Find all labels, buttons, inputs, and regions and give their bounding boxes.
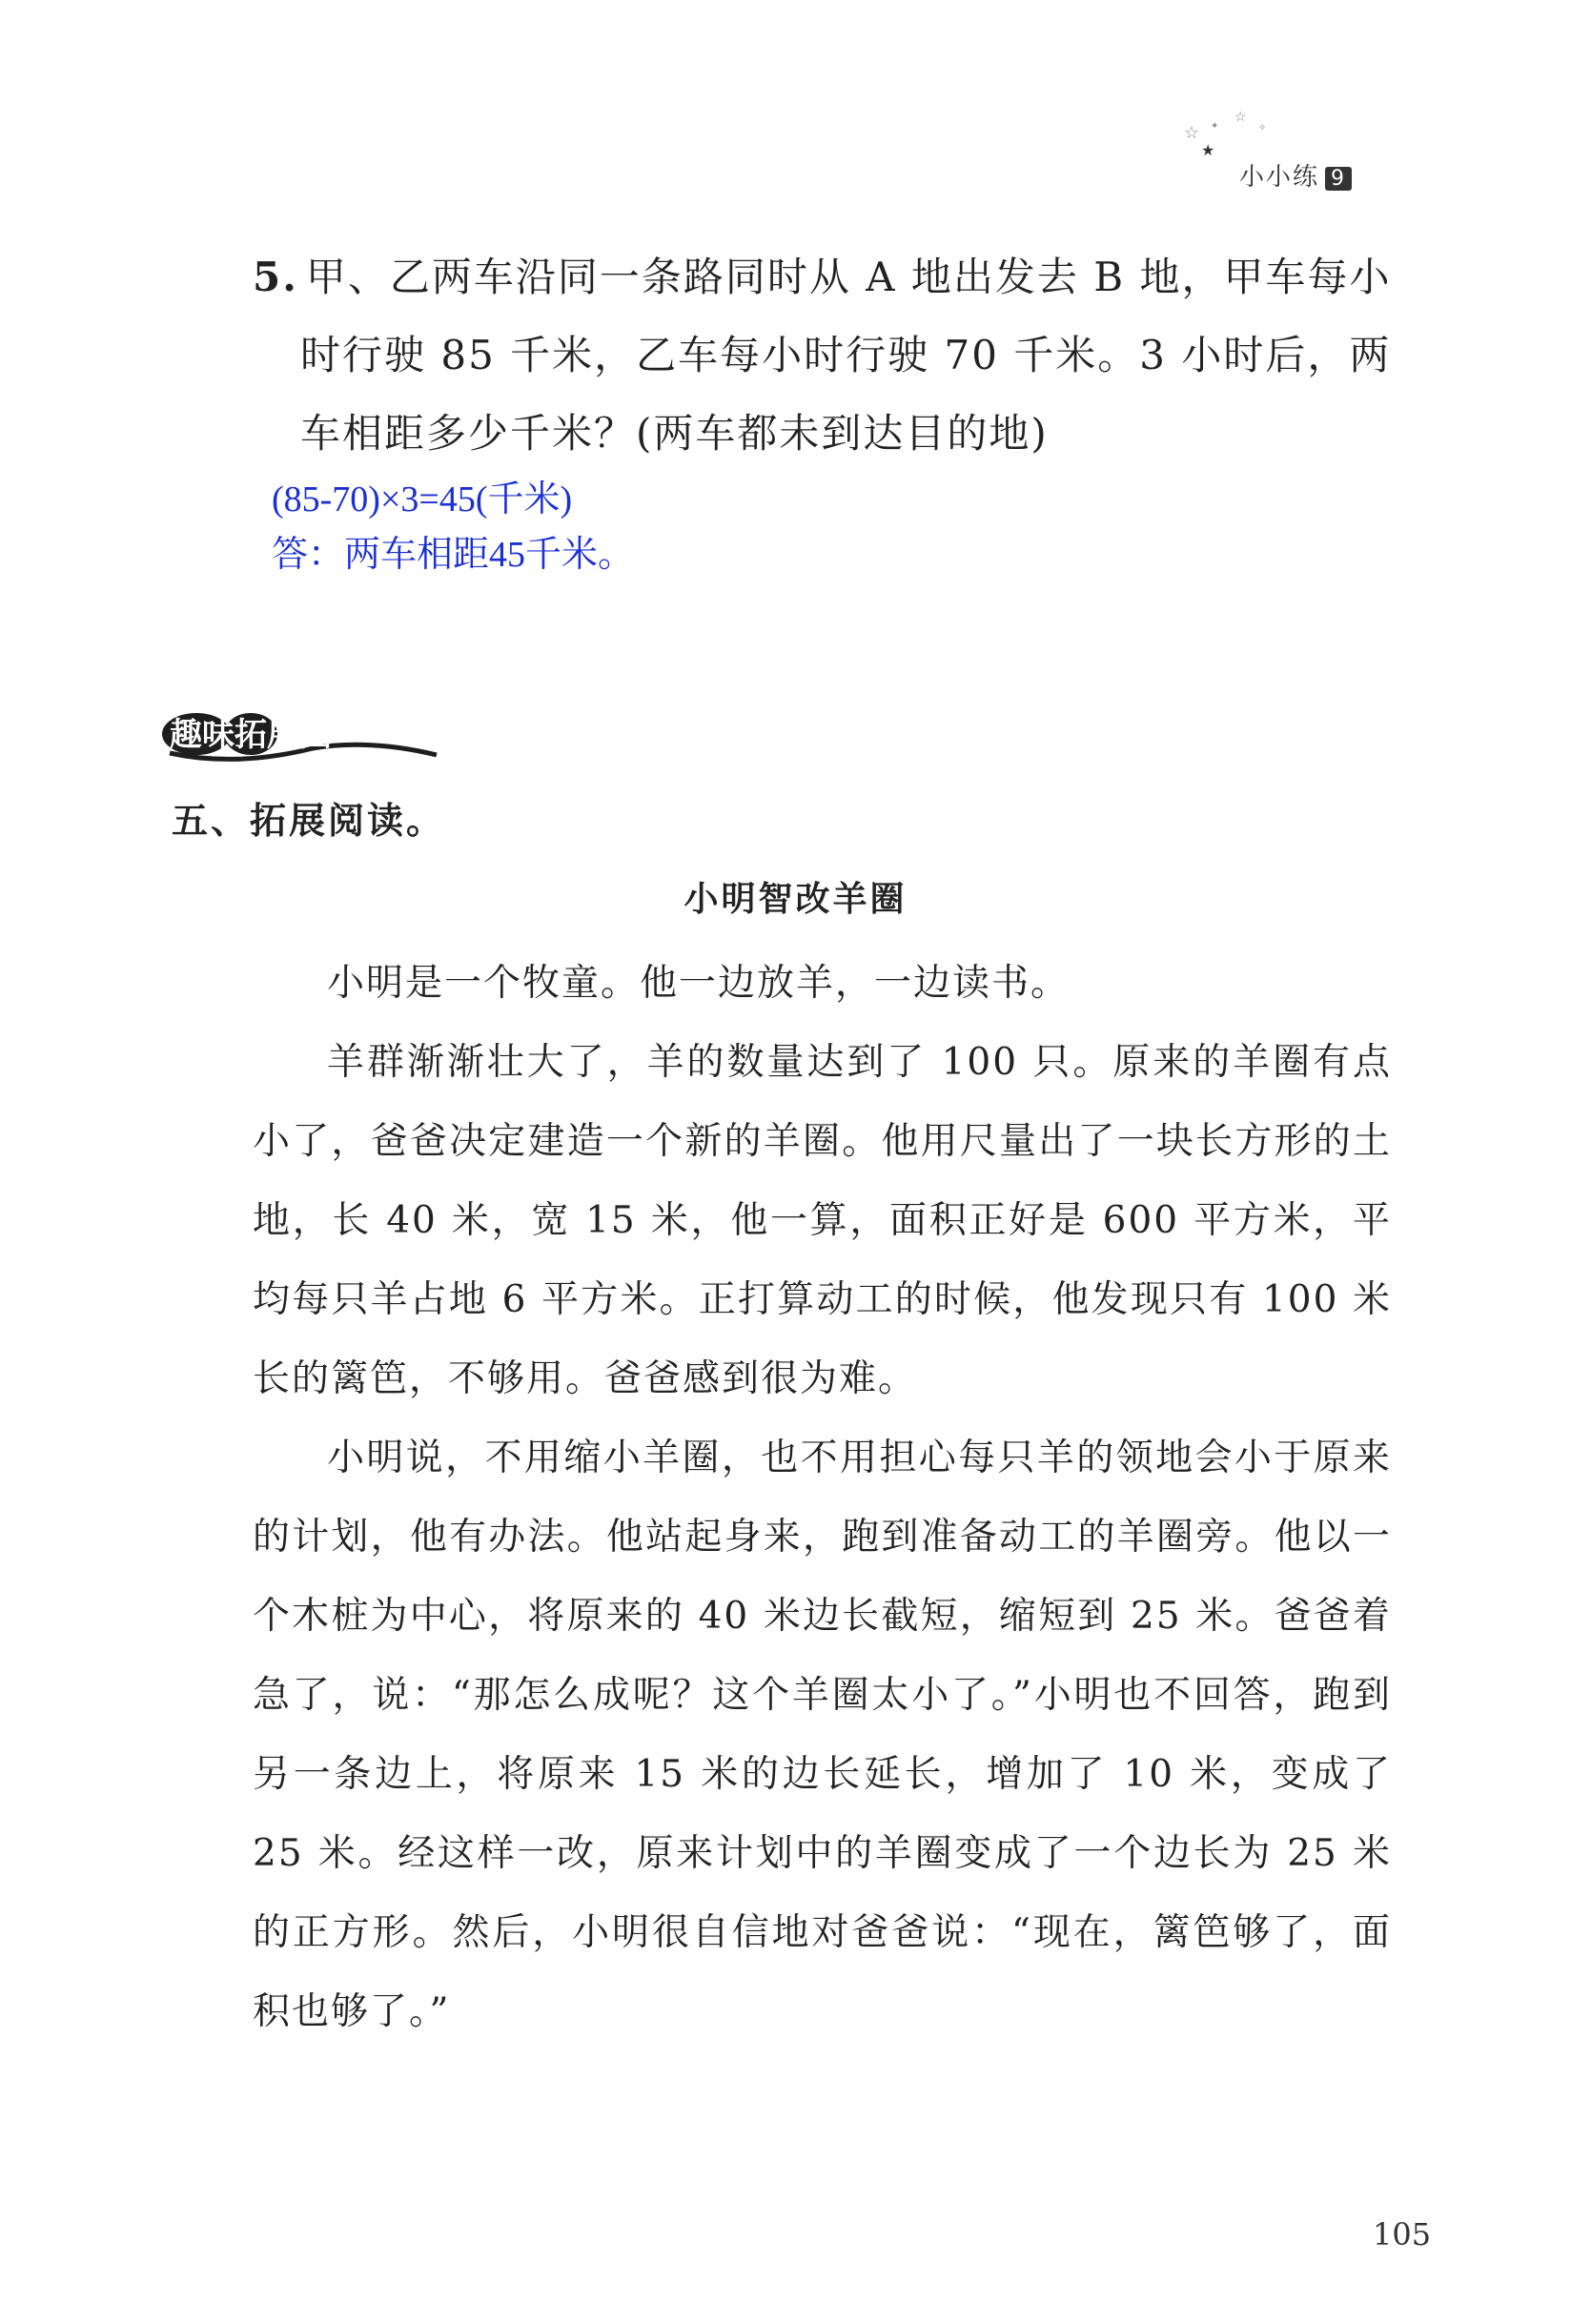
svg-text:✦: ✦ (1211, 121, 1219, 132)
svg-text:★: ★ (1201, 141, 1215, 159)
story-title: 小明智改羊圈 (683, 880, 908, 919)
question-number: 5. (253, 254, 298, 300)
lesson-badge: 9 (1325, 167, 1352, 191)
svg-text:趣味拓展园: 趣味拓展园 (170, 716, 332, 754)
svg-text:☆: ☆ (1184, 123, 1200, 143)
section-title: 五、拓展阅读。 (172, 800, 446, 842)
question-line-1: 5. 甲、乙两车沿同一条路同时从 A 地出发去 B 地，甲车每小 (253, 254, 1392, 300)
story-paragraph-1: 小明是一个牧童。他一边放羊，一边读书。 (327, 962, 1071, 1005)
answer-equation: (85-70)×3=45(千米) (272, 479, 573, 520)
answer-conclusion: 答：两车相距45千米。 (272, 535, 635, 575)
practice-label: 小小练 9 (1239, 157, 1352, 193)
question-line-3: 车相距多少千米？(两车都未到达目的地) (300, 410, 1049, 457)
page-number: 105 (1373, 2216, 1432, 2253)
handwritten-answer (272, 472, 634, 582)
story-paragraph-2: 羊群渐渐壮大了，羊的数量达到了 100 只。原来的羊圈有点小了，爸爸决定建造一个新的羊圈。他用尺量出了一块长方形的土地，长 40 米，宽 15 米，他一算，面积正好是 600 平方米，平均每只羊占地 6 平方米。正打算动工的时候，他发现只有 100 米长的篱笆，不够用。爸爸感到很为难。 (253, 1041, 1392, 1400)
question-5 (253, 238, 1397, 473)
story-text (253, 944, 1392, 2051)
fun-extension-logo (160, 677, 446, 772)
svg-text:✧: ✧ (1258, 123, 1267, 133)
svg-text:☆: ☆ (1234, 110, 1247, 125)
story-paragraph-3: 小明说，不用缩小羊圈，也不用担心每只羊的领地会小于原来的计划，他有办法。他站起身来，跑到准备动工的羊圈旁。他以一个木桩为中心，将原来的 40 米边长截短，缩短到 25 米。爸爸着急了，说：“那怎么成呢？这个羊圈太小了。”小明也不回答，跑到另一条边上，将原来 15 米的边长延长，增加了 10 米，变成了 25 米。经这样一改，原来计划中的羊圈变成了一个边长为 25 米的正方形。然后，小明很自信地对爸爸说：“现在，篱笆够了，面积也够了。” (253, 1437, 1392, 2033)
question-line-2: 时行驶 85 千米，乙车每小时行驶 70 千米。3 小时后，两 (300, 332, 1392, 378)
page-header (1182, 110, 1401, 205)
